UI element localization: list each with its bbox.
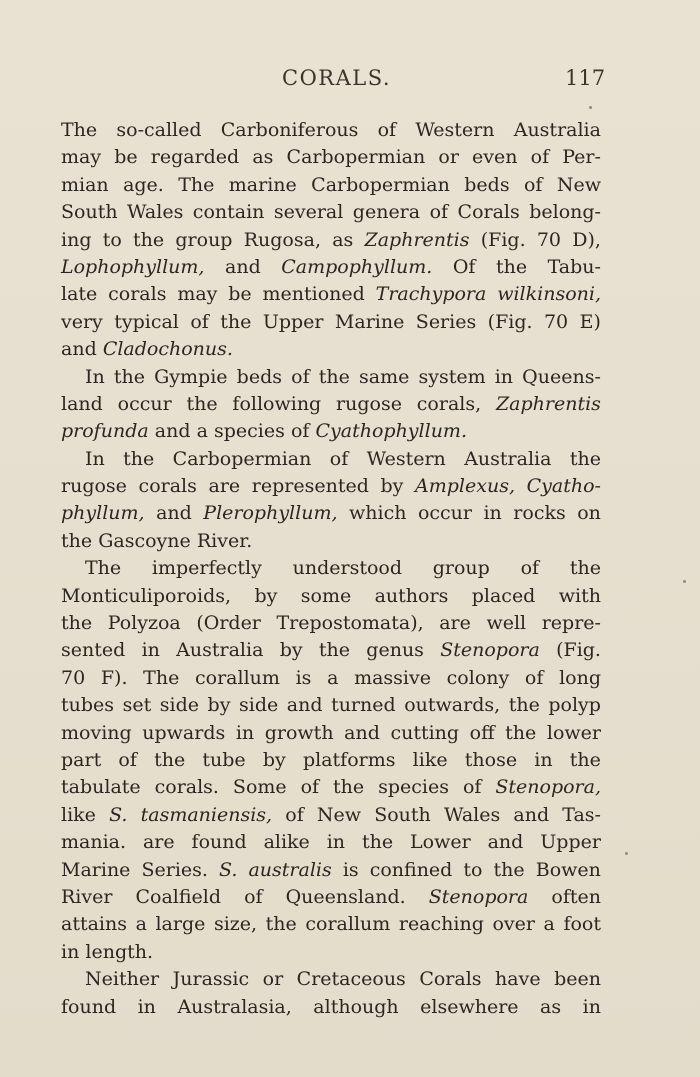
word: or [438, 146, 459, 169]
word: Wales [127, 201, 184, 224]
word: in [141, 639, 160, 662]
text-line [61, 391, 601, 418]
word: the [505, 721, 537, 744]
word: Carboniferous [220, 119, 359, 141]
paper-speck [683, 580, 686, 583]
italic-word: Zaphrentis [495, 392, 601, 415]
word: moving [61, 721, 132, 744]
word: side [159, 694, 199, 717]
word: well [486, 612, 527, 635]
word: as [540, 995, 562, 1018]
word: ing [61, 228, 92, 251]
word: corals [138, 475, 197, 498]
word: 70 [536, 228, 562, 251]
word: Carbopermian [286, 146, 426, 169]
word: like [61, 803, 96, 826]
word: the [123, 447, 155, 470]
italic-word: Trachypora [375, 283, 487, 306]
word: confined [369, 858, 453, 881]
word: of [329, 447, 349, 470]
word: off [469, 721, 495, 744]
word: foot [563, 913, 601, 936]
word: the [133, 228, 165, 251]
word: several [273, 201, 344, 224]
word: the [318, 639, 351, 662]
word: species [213, 420, 285, 443]
word: of [523, 173, 543, 196]
word: Queensland. [285, 885, 406, 908]
word: mania. [61, 831, 127, 854]
word: (Fig. [480, 228, 526, 251]
word: are [142, 831, 175, 854]
word: in [235, 721, 255, 744]
word: authors [374, 584, 449, 607]
word: found [61, 995, 117, 1018]
text-line [61, 172, 601, 199]
word: Carbopermian [172, 447, 312, 470]
word: Neither [85, 968, 160, 991]
word: 70 [543, 310, 569, 333]
word: some [300, 584, 352, 607]
text-line [61, 774, 601, 801]
text-line [61, 117, 601, 144]
word: F). [100, 666, 128, 689]
word: River [61, 885, 113, 908]
text-line [61, 500, 601, 527]
word: regarded [150, 146, 240, 169]
word: upwards [142, 721, 226, 744]
word: in [326, 831, 346, 854]
word: and [225, 255, 261, 278]
word: may [177, 283, 218, 306]
word: length. [85, 940, 154, 963]
word: Tabu- [547, 255, 601, 278]
word: Gympie [154, 365, 228, 388]
word: by [380, 475, 404, 498]
text-line [61, 281, 601, 308]
word: South [61, 201, 118, 224]
word: cutting [390, 721, 460, 744]
word: the [508, 694, 540, 717]
word: genus [366, 639, 424, 662]
word: and [286, 694, 323, 717]
text-line [61, 583, 601, 610]
word: placed [471, 584, 536, 607]
word: Of [452, 255, 476, 278]
word: late [61, 283, 98, 306]
text-line [61, 884, 601, 911]
word: of [118, 748, 137, 771]
word: in [137, 995, 156, 1018]
italic-word: Cladochonus. [102, 338, 233, 361]
page-number: 117 [565, 66, 606, 90]
word: colony [446, 666, 510, 689]
word: of [429, 201, 449, 224]
word: be [114, 146, 138, 169]
word: with [558, 584, 601, 607]
word: Series [415, 310, 477, 333]
word: and [487, 831, 524, 854]
italic-word: Lophophyllum, [61, 255, 205, 278]
word: in [534, 748, 553, 771]
italic-word: australis [248, 858, 332, 881]
word: found [191, 831, 247, 854]
word: and [61, 338, 97, 361]
word: to [463, 858, 483, 881]
word: by [262, 748, 286, 771]
word: occur [117, 392, 172, 415]
word: of [524, 666, 544, 689]
word: of [462, 776, 482, 799]
word: Jurassic [172, 968, 250, 991]
word: of [244, 885, 263, 908]
word: alike [263, 831, 310, 854]
word: Trepostomata), [276, 612, 424, 635]
text-line [61, 802, 601, 829]
word: those [464, 748, 518, 771]
word: Queens- [522, 365, 601, 388]
word: The [85, 557, 122, 580]
word: a [196, 420, 208, 443]
italic-word: tasmaniensis, [140, 803, 273, 826]
word: Rugosa, [243, 228, 321, 251]
word: (Order [196, 612, 261, 635]
text-line [61, 336, 601, 363]
word: mian [61, 173, 109, 196]
word: like [412, 748, 448, 771]
text-line [61, 473, 601, 500]
running-title: CORALS. [282, 66, 392, 90]
word: outwards, [404, 694, 501, 717]
italic-word: Amplexus, [415, 475, 515, 498]
word: by [279, 639, 303, 662]
word: Some [232, 776, 287, 799]
word: rugose [336, 392, 402, 415]
word: to [102, 228, 122, 251]
italic-word: S. [109, 803, 128, 826]
word: Upper [262, 310, 324, 333]
word: the [186, 392, 218, 415]
word: system [418, 365, 486, 388]
word: genera [352, 201, 421, 224]
word: the [569, 748, 601, 771]
text-line [61, 911, 601, 938]
italic-word: Cyathophyllum. [315, 420, 467, 443]
word: land [61, 392, 103, 415]
word: or [262, 968, 284, 991]
word: in [582, 995, 601, 1018]
word: may [61, 146, 102, 169]
word: large [155, 913, 206, 936]
word: The [178, 173, 215, 196]
word: tabulate [61, 776, 141, 799]
word: attains [61, 913, 127, 936]
word: and [154, 420, 191, 443]
word: represented [251, 475, 369, 498]
word: on [577, 502, 601, 525]
word: been [554, 968, 601, 991]
word: typical [114, 310, 179, 333]
word: Wales [443, 803, 501, 826]
text-line [61, 446, 601, 473]
word: corallum [195, 666, 280, 689]
word: understood [292, 557, 402, 580]
word: Gascoyne [98, 529, 191, 552]
word: Cretaceous [296, 968, 406, 991]
word: and [513, 803, 550, 826]
word: are [439, 612, 471, 635]
word: massive [354, 666, 431, 689]
word: corals. [154, 776, 219, 799]
word: turned [331, 694, 396, 717]
word: Lower [410, 831, 471, 854]
word: the [318, 365, 350, 388]
word: in [61, 940, 80, 963]
word: the [495, 255, 528, 278]
word: size, [213, 913, 258, 936]
word: the [113, 365, 145, 388]
word: repre- [541, 612, 601, 635]
italic-word: Stenopora, [495, 776, 601, 799]
word: species [378, 776, 449, 799]
text-line [61, 418, 601, 445]
word: as [252, 146, 274, 169]
word: South [374, 803, 431, 826]
text-line [61, 747, 601, 774]
word: Western [415, 119, 495, 141]
word: Australia [176, 639, 264, 662]
word: tubes [61, 694, 115, 717]
word: of [290, 420, 310, 443]
word: occur [417, 502, 472, 525]
word: Coalfield [135, 885, 222, 908]
word: a [543, 913, 555, 936]
italic-word: Stenopora [428, 885, 529, 908]
word: of [190, 310, 209, 333]
word: belong- [529, 201, 601, 224]
word: beds [464, 173, 510, 196]
word: The [61, 119, 98, 141]
word: by [207, 694, 231, 717]
word: very [61, 310, 103, 333]
word: the [61, 529, 93, 552]
word: Corals [457, 201, 520, 224]
running-head [0, 66, 700, 98]
text-line [61, 637, 601, 664]
word: Australia [464, 447, 552, 470]
word: The [143, 666, 180, 689]
word: following [232, 392, 322, 415]
word: so-called [116, 119, 202, 141]
word: of [520, 557, 540, 580]
word: often [551, 885, 601, 908]
text-line [61, 966, 601, 993]
text-line [61, 994, 601, 1021]
italic-word: Plerophyllum, [203, 502, 338, 525]
body-text [61, 117, 601, 1021]
text-line [61, 254, 601, 281]
word: of [291, 365, 310, 388]
word: the [569, 557, 601, 580]
word: rocks [513, 502, 566, 525]
italic-word: profunda [61, 420, 149, 443]
word: marine [228, 173, 297, 196]
word: E) [579, 310, 601, 333]
word: by [254, 584, 278, 607]
text-line [61, 610, 601, 637]
word: Tas- [562, 803, 601, 826]
word: side [239, 694, 279, 717]
word: group [432, 557, 490, 580]
word: part [61, 748, 102, 771]
word: In [85, 365, 105, 388]
word: and [156, 502, 192, 525]
text-line [61, 939, 601, 966]
word: long [559, 666, 601, 689]
word: Polyzoa [107, 612, 181, 635]
word: lower [546, 721, 601, 744]
word: platforms [302, 748, 396, 771]
word: of [530, 146, 550, 169]
word: the [361, 831, 394, 854]
word: tube [202, 748, 246, 771]
word: which [349, 502, 407, 525]
italic-word: Zaphrentis [364, 228, 470, 251]
word: imperfectly [151, 557, 262, 580]
word: in [483, 502, 502, 525]
text-line [61, 528, 601, 555]
word: Upper [540, 831, 601, 854]
word: River. [196, 529, 253, 552]
word: is [295, 666, 312, 689]
word: even [472, 146, 518, 169]
word: a [327, 666, 339, 689]
word: (Fig. [487, 310, 533, 333]
word: of [285, 803, 304, 826]
word: Marine [61, 858, 131, 881]
text-line [61, 555, 601, 582]
word: Australasia, [177, 995, 292, 1018]
word: reaching [398, 913, 484, 936]
word: Bowen [535, 858, 601, 881]
text-line [61, 199, 601, 226]
word: Series. [141, 858, 208, 881]
word: in [494, 365, 514, 388]
paper-speck [625, 852, 628, 855]
word: group [175, 228, 233, 251]
word: have [495, 968, 541, 991]
word: New [316, 803, 362, 826]
word: beds [236, 365, 282, 388]
italic-word: phyllum, [61, 502, 145, 525]
word: In [85, 447, 105, 470]
word: corals, [416, 392, 482, 415]
word: the [265, 913, 297, 936]
text-line [61, 829, 601, 856]
word: the [333, 776, 365, 799]
text-line [61, 364, 601, 391]
word: New [556, 173, 601, 196]
word: Western [366, 447, 446, 470]
word: although [313, 995, 399, 1018]
italic-word: Campophyllum. [281, 255, 433, 278]
word: age. [123, 173, 164, 196]
text-line [61, 665, 601, 692]
word: are [208, 475, 241, 498]
word: a [135, 913, 147, 936]
italic-word: wilkinsoni, [497, 283, 601, 306]
word: 70 [61, 666, 86, 689]
word: of [300, 776, 320, 799]
word: the [154, 748, 186, 771]
word: is [342, 858, 359, 881]
word: same [358, 365, 410, 388]
text-line [61, 227, 601, 254]
word: the [569, 447, 601, 470]
word: corallum [305, 913, 391, 936]
word: over [492, 913, 535, 936]
word: corals [108, 283, 167, 306]
text-line [61, 309, 601, 336]
word: polyp [548, 694, 601, 717]
word: Monticuliporoids, [61, 584, 232, 607]
word: growth [264, 721, 334, 744]
word: set [122, 694, 152, 717]
word: D), [572, 228, 601, 251]
word: the [61, 612, 93, 635]
word: Corals [419, 968, 482, 991]
text-line [61, 144, 601, 171]
word: (Fig. [556, 639, 601, 662]
word: of [377, 119, 397, 141]
word: elsewhere [420, 995, 519, 1018]
word: Carbopermian [311, 173, 450, 196]
word: mentioned [262, 283, 365, 306]
word: the [493, 858, 525, 881]
italic-word: S. [219, 858, 238, 881]
word: Marine [334, 310, 405, 333]
word: Australia [513, 119, 601, 141]
word: rugose [61, 475, 127, 498]
paper-speck [589, 106, 592, 109]
italic-word: Cyatho- [526, 475, 601, 498]
text-line [61, 720, 601, 747]
word: be [228, 283, 252, 306]
text-line [61, 692, 601, 719]
word: contain [192, 201, 265, 224]
italic-word: Stenopora [440, 639, 540, 662]
word: as [332, 228, 354, 251]
text-line [61, 857, 601, 884]
word: the [220, 310, 252, 333]
word: sented [61, 639, 126, 662]
word: Per- [562, 146, 601, 169]
word: and [344, 721, 380, 744]
